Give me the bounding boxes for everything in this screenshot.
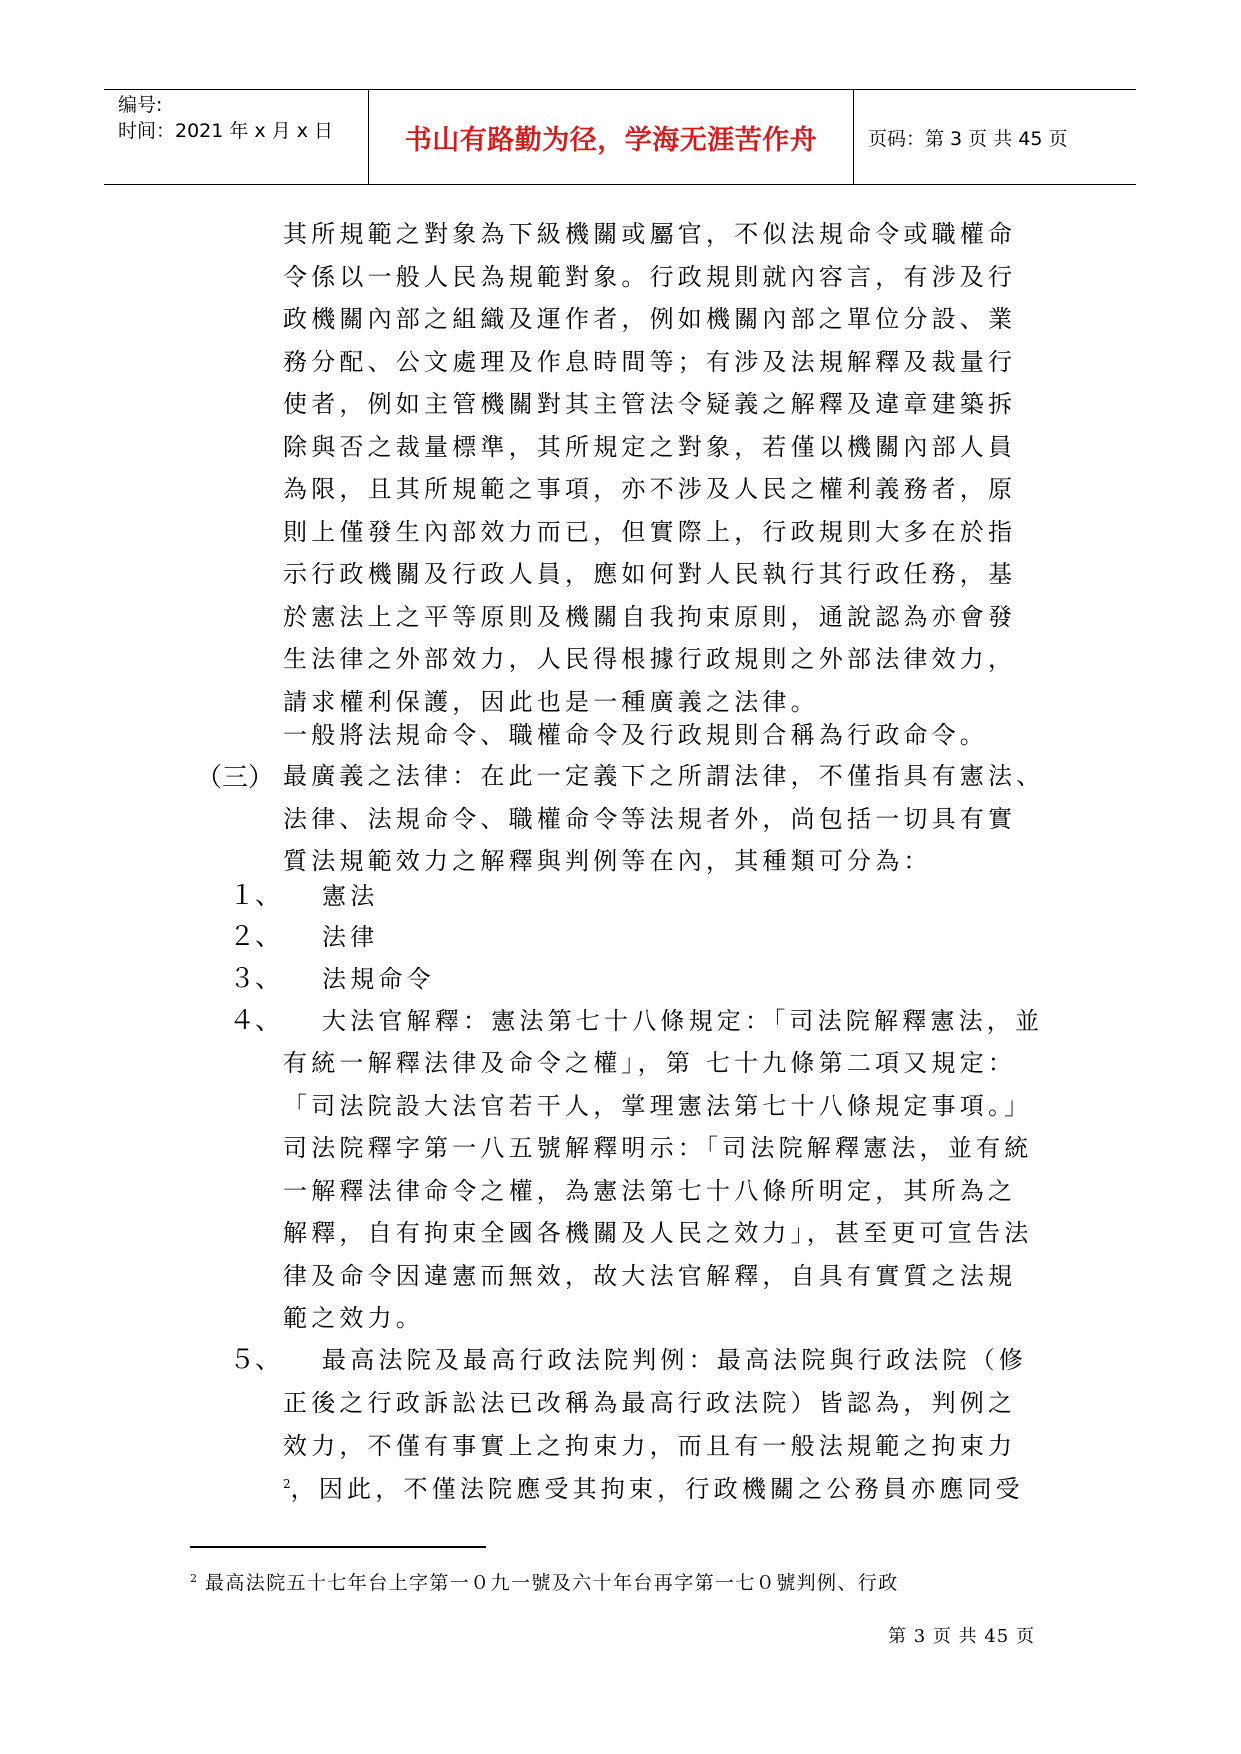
para1-line: 生法律之外部效力，人民得根據行政規則之外部法律效力， bbox=[283, 645, 1017, 673]
item5-line: 效力，不僅有事實上之拘束力，而且有一般法規範之拘束力 bbox=[283, 1431, 1017, 1460]
item4-line: 「司法院設大法官若干人，掌理憲法第七十八條規定事項。」 bbox=[283, 1091, 1033, 1120]
paragraph-administrative-orders: 一般將法規命令、職權命令及行政規則合稱為行政命令。 bbox=[283, 721, 988, 749]
list-item-number: １、 bbox=[229, 881, 282, 911]
para1-line: 除與否之裁量標準，其所規定之對象，若僅以機關內部人員 bbox=[283, 432, 1017, 461]
document-header bbox=[104, 89, 1136, 185]
footnote bbox=[190, 1568, 899, 1595]
para1-line: 令係以一般人民為規範對象。行政規則就內容言，有涉及行 bbox=[283, 262, 1017, 291]
time-label: 时间：2021 年 x 月 x 日 bbox=[118, 120, 334, 142]
list-item-number: ２、 bbox=[229, 922, 282, 952]
item4-line: 解釋，自有拘束全國各機關及人民之效力」，甚至更可宣告法 bbox=[283, 1219, 1033, 1247]
paragraph-administrative-rules bbox=[283, 213, 1063, 723]
para1-line: 政機關內部之組織及運作者，例如機關內部之單位分設、業 bbox=[283, 305, 1017, 333]
item-5-last-text: ，因此，不僅法院應受其拘束，行政機關之公務員亦應同受 bbox=[290, 1475, 1024, 1503]
section3-line: 法律、法規命令、職權命令等法規者外，尚包括一切具有實 bbox=[283, 804, 1017, 833]
header-meta-cell bbox=[104, 90, 368, 188]
item4-line: 司法院釋字第一八五號解釋明示：「司法院解釋憲法，並有統 bbox=[283, 1134, 1033, 1162]
section3-line: 質法規範效力之解釋與判例等在內，其種類可分為： bbox=[283, 847, 932, 875]
section3-line: 最廣義之法律：在此一定義下之所謂法律，不僅指具有憲法、 bbox=[283, 762, 1045, 790]
item4-line: 律及命令因違憲而無效，故大法官解釋，自具有實質之法規 bbox=[283, 1261, 1017, 1290]
para1-line: 為限，且其所規範之事項，亦不涉及人民之權利義務者，原 bbox=[283, 475, 1017, 503]
list-item-text: 法規命令 bbox=[322, 965, 435, 993]
header-page-cell bbox=[854, 90, 1136, 184]
para1-line: 使者，例如主管機關對其主管法令疑義之解釋及違章建築拆 bbox=[283, 390, 1017, 418]
list-item-number: ３、 bbox=[229, 964, 282, 994]
item-5-last-line bbox=[283, 1469, 1024, 1504]
section-3-marker: （三） bbox=[196, 763, 275, 793]
list-item-text: 法律 bbox=[322, 923, 379, 951]
item4-line: 有統一解釋法律及命令之權」，第 七十九條第二項又規定： bbox=[283, 1049, 1017, 1077]
header-motto: 书山有路勤为径，学海无涯苦作舟 bbox=[404, 125, 818, 156]
section-3-text bbox=[283, 755, 1063, 883]
para1-line: 請求權利保護，因此也是一種廣義之法律。 bbox=[283, 687, 819, 716]
item4-line: 一解釋法律命令之權，為憲法第七十八條所明定，其所為之 bbox=[283, 1176, 1017, 1205]
item5-line: 正後之行政訴訟法已改稱為最高行政法院）皆認為，判例之 bbox=[283, 1389, 1017, 1417]
footnote-ref-mark: 2 bbox=[283, 1477, 291, 1491]
item-4-text bbox=[283, 1042, 1063, 1340]
footnote-separator bbox=[190, 1546, 486, 1548]
item-5-first-line: 最高法院及最高行政法院判例：最高法院與行政法院（修 bbox=[322, 1346, 1027, 1374]
item-5-text bbox=[283, 1382, 1063, 1467]
item4-line: 範之效力。 bbox=[283, 1304, 424, 1332]
page-footer: 第 3 页 共 45 页 bbox=[888, 1626, 1035, 1647]
item-4-number: ４、 bbox=[229, 1006, 282, 1036]
item-4-first-line: 大法官解釋：憲法第七十八條規定：「司法院解釋憲法，並 bbox=[322, 1007, 1044, 1035]
item-5-number: ５、 bbox=[229, 1345, 282, 1375]
para1-line: 其所規範之對象為下級機關或屬官，不似法規命令或職權命 bbox=[283, 220, 1017, 248]
para1-line: 則上僅發生內部效力而已，但實際上，行政規則大多在於指 bbox=[283, 517, 1017, 546]
serial-label: 编号: bbox=[118, 94, 163, 116]
header-motto-cell bbox=[368, 90, 854, 184]
list-item-text: 憲法 bbox=[322, 882, 379, 910]
footnote-text: 最高法院五十七年台上字第一０九一號及六十年台再字第一七０號判例、行政 bbox=[205, 1572, 899, 1594]
para1-line: 於憲法上之平等原則及機關自我拘束原則，通說認為亦會發 bbox=[283, 602, 1017, 631]
footnote-mark: 2 bbox=[190, 1571, 197, 1585]
para1-line: 示行政機關及行政人員，應如何對人民執行其行政任務，基 bbox=[283, 560, 1017, 588]
header-page-label: 页码：第 3 页 共 45 页 bbox=[868, 128, 1068, 150]
para1-line: 務分配、公文處理及作息時間等；有涉及法規解釋及裁量行 bbox=[283, 347, 1017, 376]
